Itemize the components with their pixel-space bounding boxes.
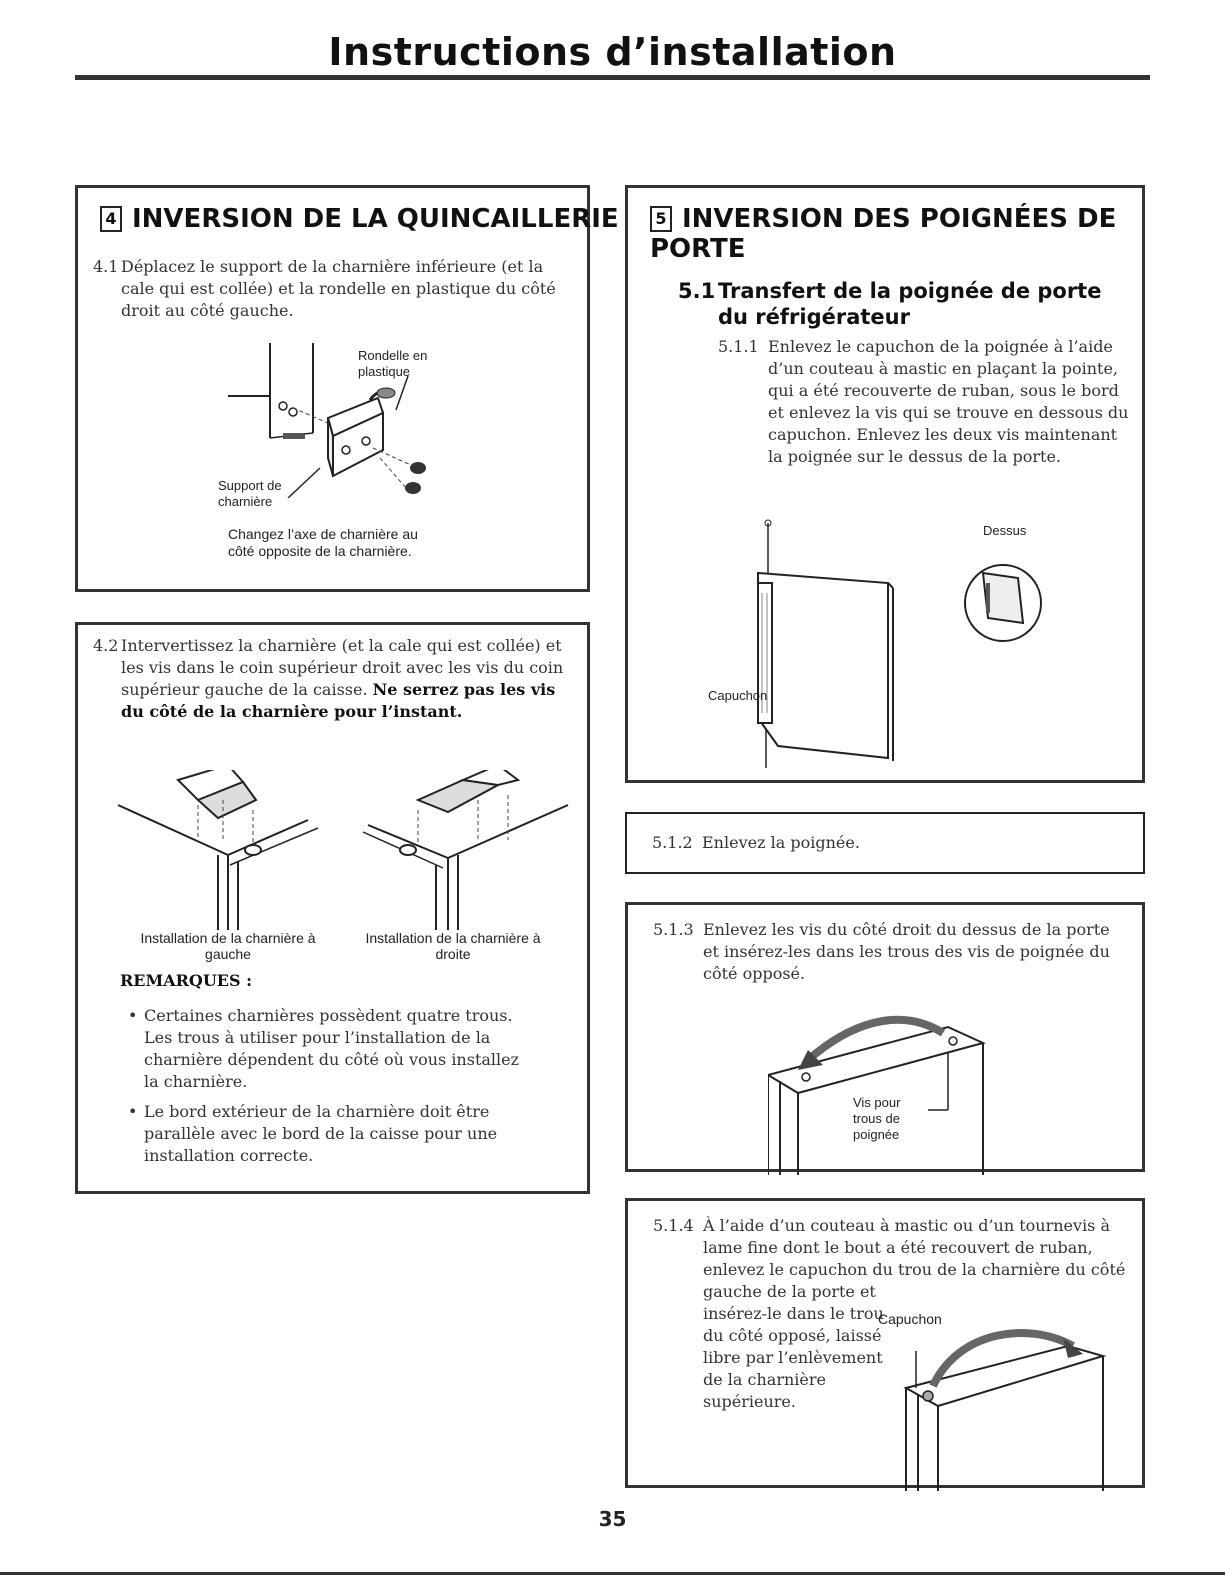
step-5-1-1: [718, 336, 1130, 468]
step-text: À l’aide d’un couteau à mastic ou d’un tournevis à lame fine dont le bout a été recouvert de ruban, enlevez le capuchon du trou de la charnière du côté gauche de la porte et: [703, 1216, 1126, 1301]
notes-list: [118, 1005, 538, 1175]
title-rule: [75, 75, 1150, 80]
subsection-title: Transfert de la poignée de porte du réfrigérateur: [718, 279, 1102, 329]
hinge-caption: Changez l’axe de charnière au côté opposite de la charnière.: [228, 526, 418, 559]
top-label: Dessus: [983, 523, 1027, 538]
step-5-1-2: [652, 832, 1122, 854]
step-5-1-4: [653, 1215, 1128, 1303]
step-text: Intervertissez la charnière (et la cale qui est collée) et les vis dans le coin supérieur droit avec les vis du coin supérieur gauche de la caisse.: [121, 636, 564, 699]
section-4-box: [75, 185, 619, 592]
page-number: 35: [598, 1507, 627, 1531]
section-5-heading: [650, 204, 1130, 264]
hinge-swap-illustration: [118, 770, 578, 930]
page-title: Instructions d’installation: [328, 30, 897, 74]
step-number: 5.1.1: [718, 337, 759, 356]
step-number: 4.1: [93, 257, 119, 276]
section-5-box: [625, 185, 1145, 783]
step-number: 5.1.3: [653, 920, 694, 939]
handle-screws-label: Vis pour trous de poignée: [853, 1095, 901, 1142]
washer-label: Rondelle en plastique: [358, 348, 428, 379]
step-4-1: [93, 256, 573, 322]
step-5-1-4-box: [625, 1198, 1145, 1488]
step-number: 5.1.4: [653, 1216, 694, 1235]
step-5-1-3-box: [625, 902, 1145, 1172]
step-5-1-4-continued: insérez-le dans le trou du côté opposé, laissé libre par l’enlèvement de la charnière supérieure.: [703, 1304, 884, 1411]
subsection-number: 5.1: [678, 279, 716, 303]
step-4-2: [93, 635, 578, 723]
section-5-title: INVERSION DES POIGNÉES DE PORTE: [650, 204, 1117, 264]
section-4-step-2-box: [75, 622, 590, 1194]
step-warning: Ne serrez pas les vis du côté de la charnière pour l’instant.: [121, 680, 556, 721]
step-text: Enlevez le capuchon de la poignée à l’aide d’un couteau à mastic en plaçant la pointe, qui a été recouverte de ruban, sous le bord et enlevez la vis qui se trouve en dessous du capuchon. Enlevez les deux vis maintenant la poignée sur le dessus de la porte.: [768, 337, 1129, 466]
bottom-rule: [0, 1572, 1225, 1575]
step-5-1-3: [653, 919, 1123, 985]
note-item: • Certaines charnières possèdent quatre trous. Les trous à utiliser pour l’installation de la charnière dépendent du côté où vous installez la charnière.: [144, 1005, 538, 1093]
section-4-title: INVERSION DE LA QUINCAILLERIE: [132, 204, 619, 234]
cap-label: Capuchon: [708, 688, 768, 703]
step-5-1-2-box: [625, 812, 1145, 874]
left-hinge-caption: Installation de la charnière à gauche: [140, 930, 316, 962]
bracket-label: Support de charnière: [218, 478, 282, 509]
step-number: 4.2: [93, 636, 119, 655]
handle-cap-illustration: [688, 518, 1108, 768]
step-text: Déplacez le support de la charnière inférieure (et la cale qui est collée) et la rondelle en plastique du côté droit au côté gauche.: [121, 257, 556, 320]
step-text: Enlevez la poignée.: [702, 833, 860, 852]
section-4-heading: [100, 204, 619, 234]
cap-label: Capuchon: [878, 1311, 942, 1327]
cap-transfer-illustration: [898, 1316, 1128, 1491]
section-number-badge: 4: [100, 206, 122, 232]
subsection-5-1-heading: [678, 278, 1138, 330]
right-hinge-caption: Installation de la charnière à droite: [365, 930, 541, 962]
notes-title: REMARQUES :: [120, 971, 253, 990]
section-number-badge: 5: [650, 206, 672, 232]
note-item: • Le bord extérieur de la charnière doit être parallèle avec le bord de la caisse pour une installation correcte.: [144, 1101, 538, 1167]
step-text: Enlevez les vis du côté droit du dessus de la porte et insérez-les dans les trous des vis de poignée du côté opposé.: [703, 920, 1110, 983]
step-number: 5.1.2: [652, 833, 693, 852]
